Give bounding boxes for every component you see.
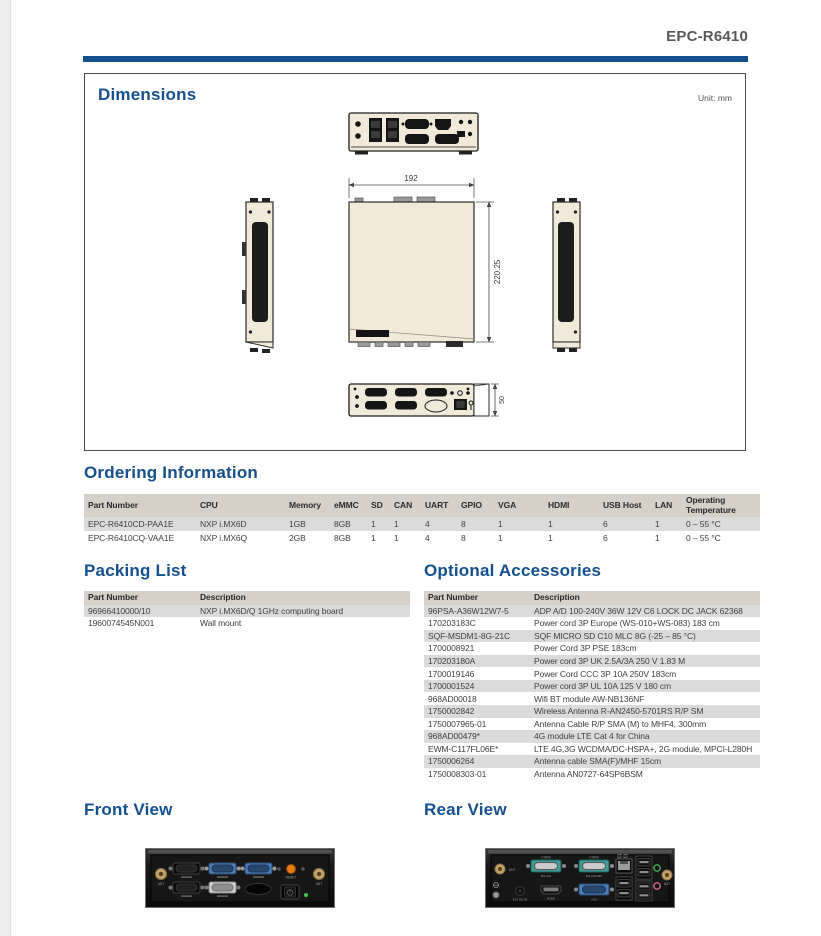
table-cell: SQF-MSDM1-8G-21C bbox=[428, 630, 510, 641]
table-cell: Antenna AN0727-64SP6BSM bbox=[534, 769, 643, 780]
column-header: HDMI bbox=[544, 494, 599, 517]
accessories-table bbox=[424, 591, 760, 780]
table-cell: 1 bbox=[655, 519, 660, 530]
screw bbox=[493, 892, 499, 898]
page-title: EPC-R6410 bbox=[666, 28, 748, 45]
db9-port bbox=[365, 401, 387, 410]
db9-port bbox=[405, 119, 429, 129]
table-cell: 1750008303-01 bbox=[428, 769, 487, 780]
table-cell: 0 – 55 °C bbox=[686, 519, 721, 530]
column-header: Description bbox=[196, 591, 410, 605]
column-header: VGA bbox=[494, 494, 544, 517]
column-header: LAN bbox=[651, 494, 682, 517]
table-cell: 1 bbox=[394, 519, 399, 530]
table-row bbox=[424, 630, 760, 643]
table-cell: 1750002842 bbox=[428, 706, 475, 717]
audio-out-jack bbox=[654, 865, 660, 871]
table-cell: 96PSA-A36W12W7-5 bbox=[428, 605, 509, 616]
front-view-heading: Front View bbox=[84, 800, 173, 819]
table-cell: 4G module LTE Cat 4 for China bbox=[534, 731, 650, 742]
usb-stack bbox=[616, 877, 632, 900]
table-cell: 4 bbox=[425, 533, 430, 544]
height-dimension bbox=[476, 202, 502, 342]
table-row bbox=[424, 705, 760, 718]
mount-clip bbox=[242, 290, 247, 304]
column-header: Description bbox=[530, 591, 760, 605]
table-cell: 1960074545N001 bbox=[88, 618, 155, 629]
table-cell: 170203183C bbox=[428, 618, 476, 629]
table-cell: 4 bbox=[425, 519, 430, 530]
table-row bbox=[424, 655, 760, 668]
header-row bbox=[84, 494, 760, 517]
column-header: USB Host bbox=[599, 494, 651, 517]
mount-clip bbox=[242, 242, 247, 256]
vent-grille bbox=[252, 222, 268, 322]
table-cell: 6 bbox=[603, 519, 608, 530]
table-cell: Antenna Cable R/P SMA (M) to MHF4, 300mm bbox=[534, 718, 707, 729]
table-row bbox=[424, 642, 760, 655]
svg-text:HDMI: HDMI bbox=[547, 896, 555, 901]
table-row bbox=[424, 718, 760, 731]
column-header: CPU bbox=[196, 494, 285, 517]
table-cell: Wall mount bbox=[200, 618, 242, 629]
power-switch bbox=[281, 885, 299, 899]
table-cell: 1GB bbox=[289, 519, 306, 530]
table-cell: Power cord 3P UL 10A 125 V 180 cm bbox=[534, 681, 672, 692]
table-cell: 0 – 55 °C bbox=[686, 533, 721, 544]
table-row bbox=[84, 605, 410, 618]
table-cell: EPC-R6410CD-PAA1E bbox=[88, 519, 174, 530]
db9-port bbox=[395, 388, 417, 397]
table-cell: 6 bbox=[603, 533, 608, 544]
lan-port bbox=[435, 119, 451, 130]
front-view-photo bbox=[145, 848, 335, 908]
column-header: Operating Temperature bbox=[682, 494, 760, 517]
table-cell: Antenna cable SMA(F)/MHF 15cm bbox=[534, 756, 662, 767]
height-value: 220.25 bbox=[493, 259, 502, 285]
right-side-view-drawing bbox=[553, 198, 580, 352]
table-row bbox=[84, 531, 760, 545]
column-header: GPIO bbox=[457, 494, 494, 517]
screw bbox=[301, 867, 305, 871]
svg-text:RESET: RESET bbox=[285, 875, 297, 880]
svg-text:COM2: COM2 bbox=[541, 855, 551, 860]
power-led bbox=[304, 893, 308, 897]
db9-port bbox=[405, 134, 429, 144]
table-cell: 1 bbox=[498, 519, 503, 530]
table-cell: 1700019146 bbox=[428, 668, 475, 679]
unit-label: Unit: mm bbox=[698, 93, 732, 103]
table-cell: 2GB bbox=[289, 533, 306, 544]
table-cell: Power Cord 3P PSE 183cm bbox=[534, 643, 637, 654]
table-cell: 8GB bbox=[334, 519, 351, 530]
db9-port bbox=[435, 134, 459, 144]
table-cell: NXP i.MX6D/Q 1GHz computing board bbox=[200, 605, 343, 616]
column-header: eMMC bbox=[330, 494, 367, 517]
column-header: Part Number bbox=[84, 494, 196, 517]
svg-text:ANT: ANT bbox=[315, 882, 323, 886]
table-cell: 1 bbox=[498, 533, 503, 544]
table-cell: Power Cord CCC 3P 10A 250V 183cm bbox=[534, 668, 677, 679]
table-cell: NXP i.MX6Q bbox=[200, 533, 248, 544]
table-cell: 1 bbox=[371, 519, 376, 530]
table-cell: 1 bbox=[371, 533, 376, 544]
table-row bbox=[424, 617, 760, 630]
column-header: UART bbox=[421, 494, 457, 517]
table-cell: EWM-C117FL06E* bbox=[428, 743, 499, 754]
table-row bbox=[84, 617, 410, 630]
page-edge-strip bbox=[0, 0, 11, 936]
table-row bbox=[84, 517, 760, 531]
label-dash bbox=[217, 896, 228, 897]
front-io-drawing bbox=[349, 384, 474, 416]
left-side-view-drawing bbox=[242, 198, 273, 353]
column-header: SD bbox=[367, 494, 390, 517]
table-cell: 8GB bbox=[334, 533, 351, 544]
table-row bbox=[424, 605, 760, 618]
table-row bbox=[424, 667, 760, 680]
table-cell: 968AD00018 bbox=[428, 693, 477, 704]
table-row bbox=[424, 692, 760, 705]
table-cell: 968AD00479* bbox=[428, 731, 480, 742]
table-row bbox=[424, 743, 760, 756]
column-header: CAN bbox=[390, 494, 421, 517]
table-cell: 8 bbox=[461, 519, 466, 530]
width-value: 192 bbox=[404, 174, 418, 183]
mic-jack bbox=[654, 883, 660, 889]
logo-plate bbox=[356, 330, 389, 337]
label-dash bbox=[181, 877, 192, 878]
db9-port bbox=[365, 388, 387, 397]
panel-depth-dimension bbox=[474, 384, 506, 416]
svg-text:RS-232/485: RS-232/485 bbox=[585, 874, 603, 878]
rear-io-drawing bbox=[349, 113, 478, 155]
column-header: Part Number bbox=[84, 591, 196, 605]
table-cell: ADP A/D 100-240V 36W 12V C6 LOCK DC JACK 62368 bbox=[534, 605, 743, 616]
table-cell: 1 bbox=[548, 533, 553, 544]
table-cell: 1 bbox=[655, 533, 660, 544]
svg-text:ANT: ANT bbox=[509, 868, 516, 872]
table-cell: Power cord 3P Europe (WS-010+WS-083) 183 cm bbox=[534, 618, 720, 629]
table-cell: Wireless Antenna R-AN2450-5701RS R/P SM bbox=[534, 706, 704, 717]
svg-text:12V DC IN: 12V DC IN bbox=[512, 897, 528, 902]
dimensions-heading: Dimensions bbox=[98, 85, 197, 104]
table-cell: EPC-R6410CQ-VAA1E bbox=[88, 533, 175, 544]
table-cell: 1750006264 bbox=[428, 756, 475, 767]
table-cell: 96966410000/10 bbox=[88, 605, 151, 616]
db9-port bbox=[395, 401, 417, 410]
accessories-heading: Optional Accessories bbox=[424, 561, 602, 580]
vent-grille bbox=[558, 222, 574, 322]
front-panel-image bbox=[145, 848, 335, 908]
table-cell: LTE 4G,3G WCDMA/DC-HSPA+, 2G module, MPCI-L280H bbox=[534, 743, 753, 754]
table-row bbox=[424, 730, 760, 743]
table-cell: 1700008921 bbox=[428, 643, 475, 654]
table-cell: 1750007965-01 bbox=[428, 718, 487, 729]
column-header: Memory bbox=[285, 494, 330, 517]
svg-text:VGA: VGA bbox=[590, 897, 598, 902]
rear-panel-image bbox=[485, 848, 675, 908]
header-rule-bar bbox=[83, 56, 748, 62]
table-cell: 1 bbox=[394, 533, 399, 544]
antenna-hole bbox=[355, 133, 361, 139]
dimensions-panel bbox=[84, 73, 746, 451]
rear-view-heading: Rear View bbox=[424, 800, 507, 819]
table-row bbox=[424, 680, 760, 693]
table-cell: Wifi BT module AW-NB136NF bbox=[534, 693, 645, 704]
table-row bbox=[424, 755, 760, 768]
column-header: Part Number bbox=[424, 591, 530, 605]
table-cell: 170203180A bbox=[428, 655, 476, 666]
table-cell: NXP i.MX6D bbox=[200, 519, 247, 530]
svg-text:COM3: COM3 bbox=[589, 855, 599, 860]
header-row bbox=[84, 591, 410, 605]
usb-stack bbox=[636, 881, 652, 901]
table-cell: SQF MICRO SD C10 MLC 8G (-25 – 85 °C) bbox=[534, 630, 696, 641]
db9-port bbox=[425, 388, 447, 397]
dimension-drawing bbox=[85, 74, 745, 450]
svg-text:RS-232: RS-232 bbox=[540, 874, 552, 878]
table-cell: 1 bbox=[548, 519, 553, 530]
reset-button bbox=[286, 865, 297, 880]
usb-stack bbox=[636, 856, 652, 879]
depth-value: 50 bbox=[499, 396, 506, 404]
label-dash bbox=[217, 877, 228, 878]
table-cell: Power cord 3P UK 2.5A/3A 250 V 1.83 M bbox=[534, 655, 686, 666]
ordering-heading: Ordering Information bbox=[84, 463, 258, 482]
label-dash bbox=[181, 896, 192, 897]
top-view-drawing bbox=[349, 197, 474, 347]
connector-cutout bbox=[245, 884, 271, 895]
label-dash bbox=[253, 877, 264, 878]
svg-text:ANT: ANT bbox=[157, 882, 165, 886]
header-row bbox=[424, 591, 760, 605]
width-dimension bbox=[349, 174, 474, 198]
screw bbox=[277, 867, 281, 871]
svg-text:ANT: ANT bbox=[663, 882, 671, 886]
table-cell: 1700001524 bbox=[428, 681, 475, 692]
ordering-table bbox=[84, 494, 760, 545]
table-cell: 8 bbox=[461, 533, 466, 544]
table-row bbox=[424, 768, 760, 781]
packing-list-heading: Packing List bbox=[84, 561, 187, 580]
antenna-hole bbox=[355, 121, 361, 127]
rear-view-photo bbox=[485, 848, 675, 908]
packing-list-table bbox=[84, 591, 410, 630]
